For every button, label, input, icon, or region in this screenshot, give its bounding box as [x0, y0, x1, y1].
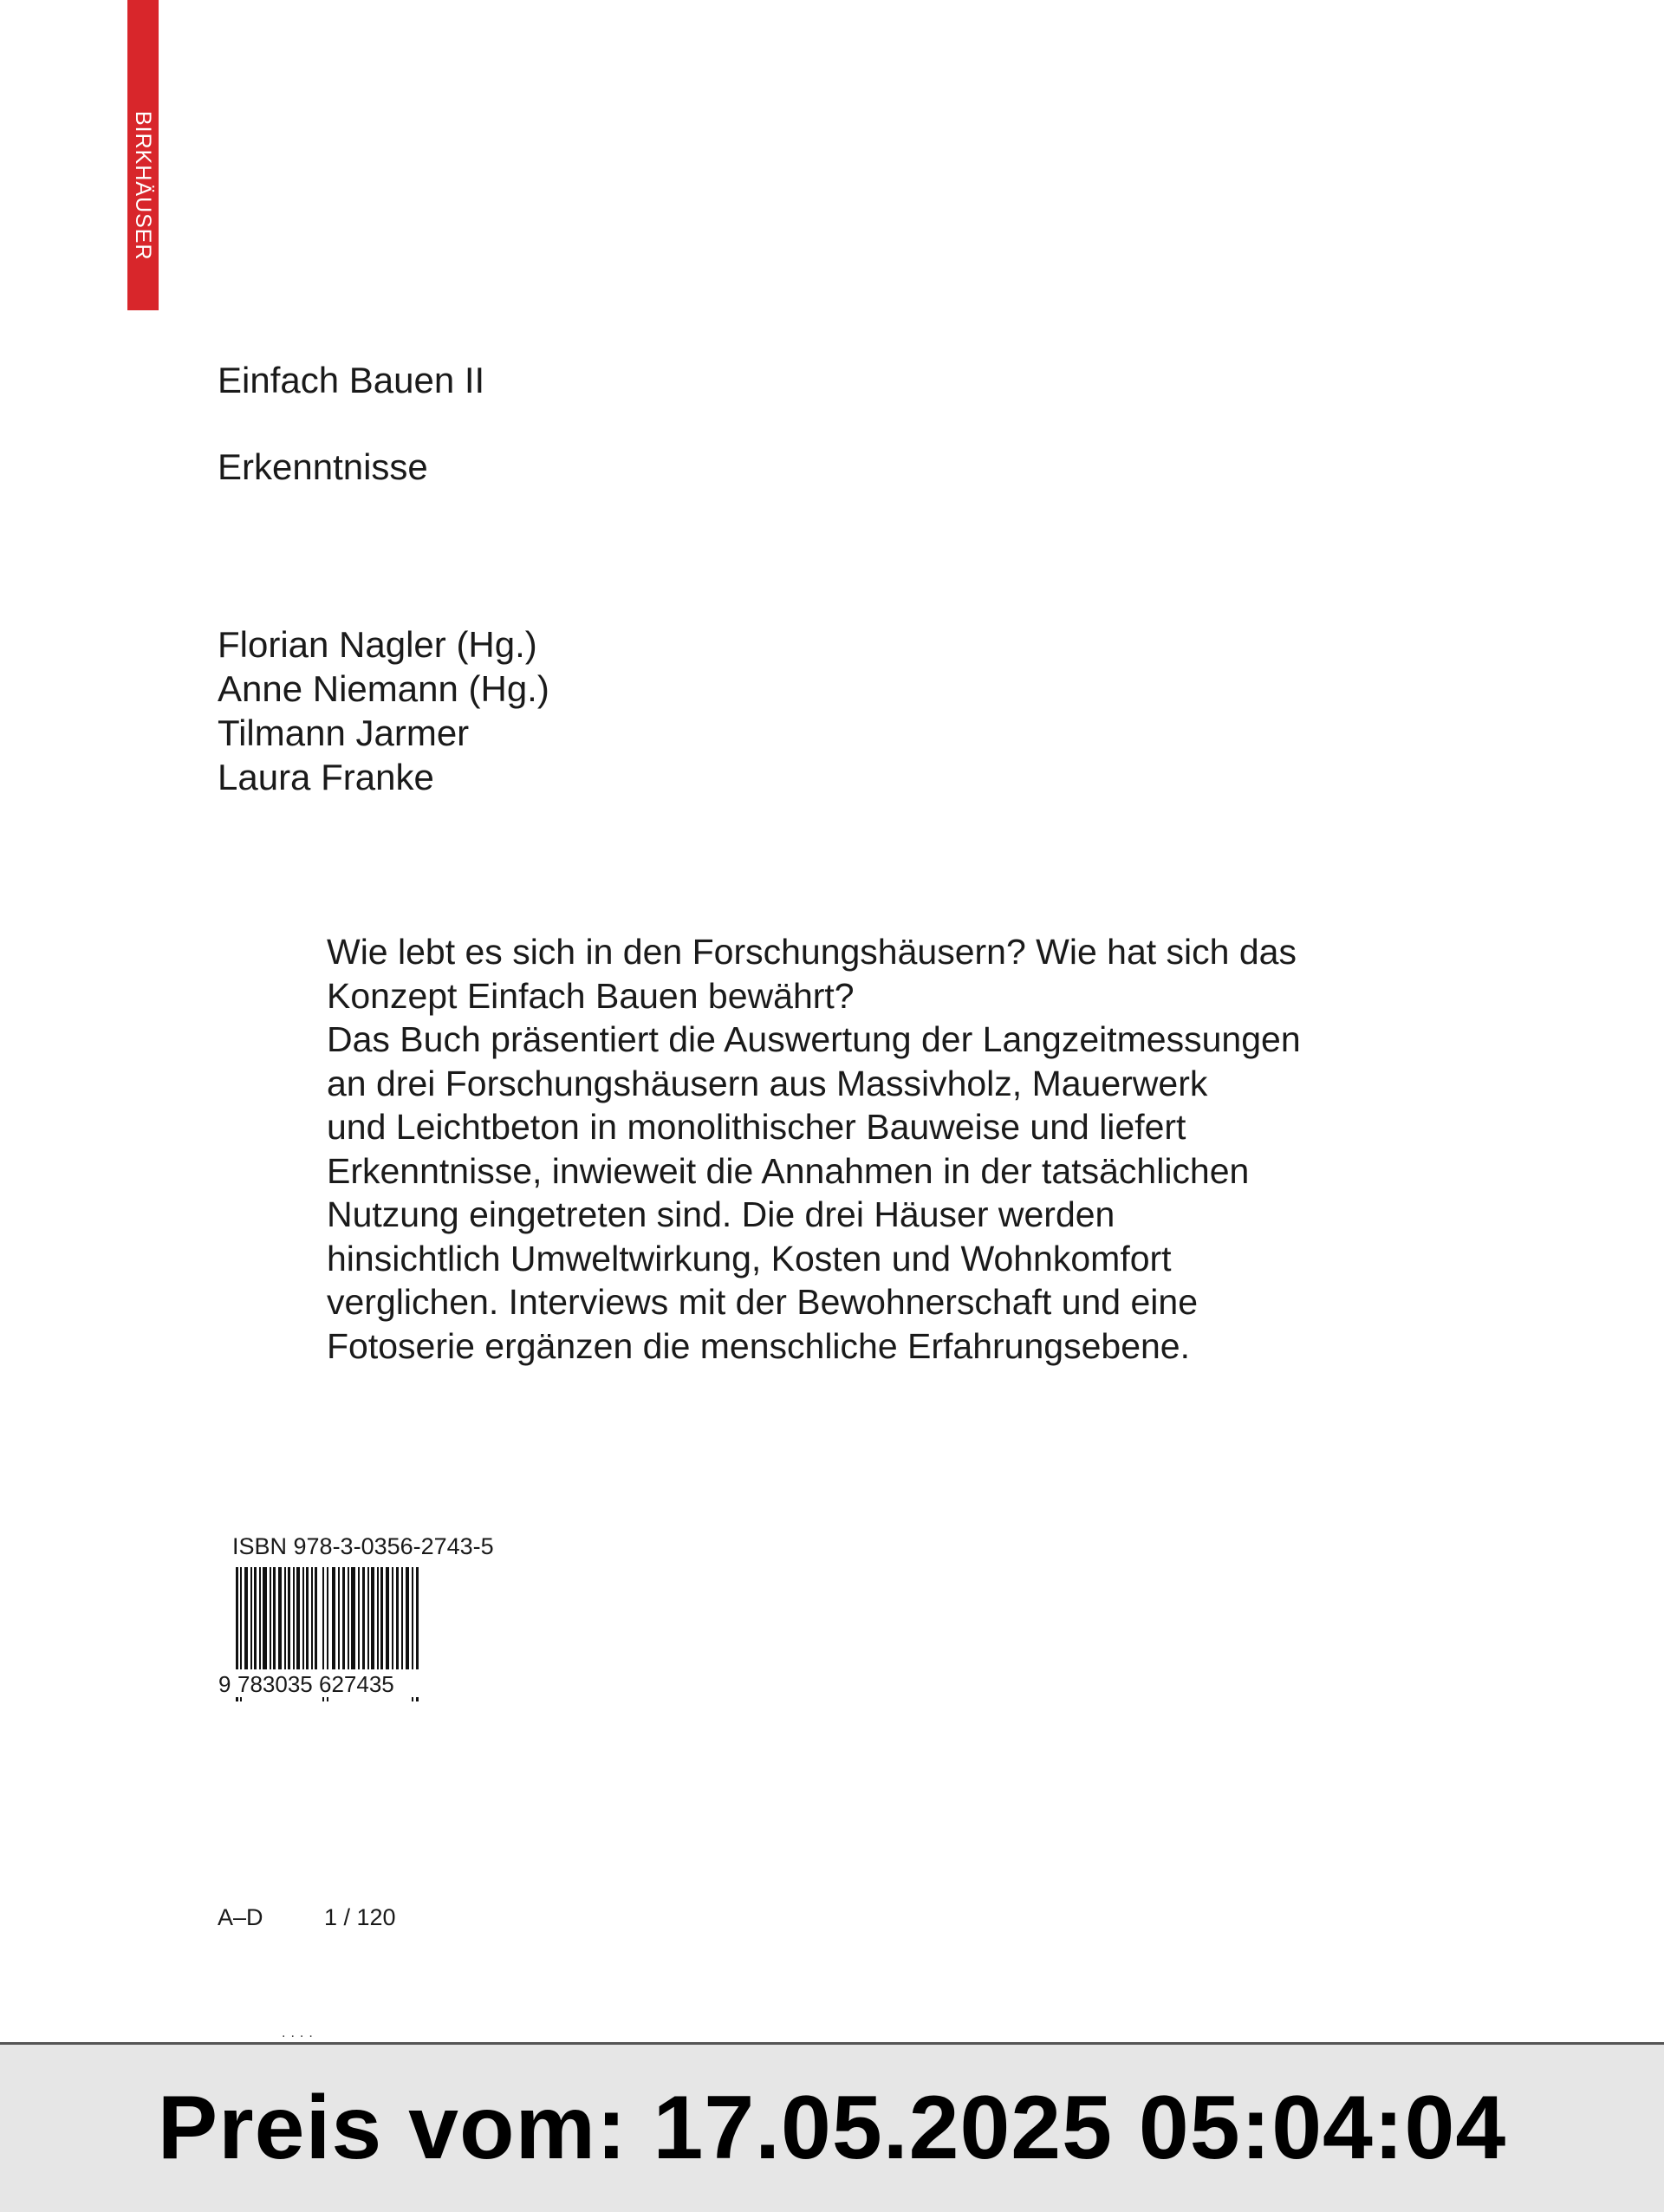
decorative-dots: ....	[282, 2026, 318, 2040]
blurb-line: Erkenntnisse, inwieweit die Annahmen in der tatsächlichen	[327, 1150, 1250, 1191]
blurb-line: an drei Forschungshäusern aus Massivholz, Mauerwerk	[327, 1063, 1208, 1103]
blurb-line: Konzept Einfach Bauen bewährt?	[327, 975, 855, 1016]
author-item: Tilmann Jarmer	[218, 712, 470, 753]
barcode-digits	[218, 1669, 440, 1697]
blurb-line: und Leichtbeton in monolithischer Bauweise und liefert	[327, 1107, 1186, 1147]
book-subtitle: Erkenntnisse	[218, 446, 428, 487]
price-timestamp: Preis vom: 17.05.2025 05:04:04	[157, 2078, 1507, 2178]
blurb-line: Wie lebt es sich in den Forschungshäusern? Wie hat sich das	[327, 932, 1297, 972]
blurb-line: verglichen. Interviews mit der Bewohnerschaft und eine	[327, 1282, 1199, 1322]
author-item: Florian Nagler (Hg.)	[218, 624, 537, 665]
price-banner	[0, 2042, 1664, 2212]
author-list	[218, 622, 549, 799]
blurb-line: Nutzung eingetreten sind. Die drei Häuser werden	[327, 1194, 1115, 1234]
publisher-logo: BIRKHÄUSER	[131, 111, 155, 261]
page-count: 1 / 120	[324, 1904, 396, 1930]
blurb-line: Das Buch präsentiert die Auswertung der Langzeitmessungen	[327, 1019, 1301, 1059]
book-blurb	[327, 930, 1505, 1368]
isbn-label: ISBN 978-3-0356-2743-5	[232, 1533, 494, 1559]
author-item: Anne Niemann (Hg.)	[218, 668, 549, 709]
author-item: Laura Franke	[218, 757, 434, 797]
barcode-digit-prefix: 9	[218, 1671, 231, 1697]
region-code: A–D	[218, 1904, 263, 1930]
barcode-digit-body: 783035 627435	[237, 1671, 394, 1697]
blurb-line: hinsichtlich Umweltwirkung, Kosten und Wohnkomfort	[327, 1238, 1172, 1278]
blurb-line: Fotoserie ergänzen die menschliche Erfahrungsebene.	[327, 1325, 1190, 1366]
book-title: Einfach Bauen II	[218, 360, 485, 400]
